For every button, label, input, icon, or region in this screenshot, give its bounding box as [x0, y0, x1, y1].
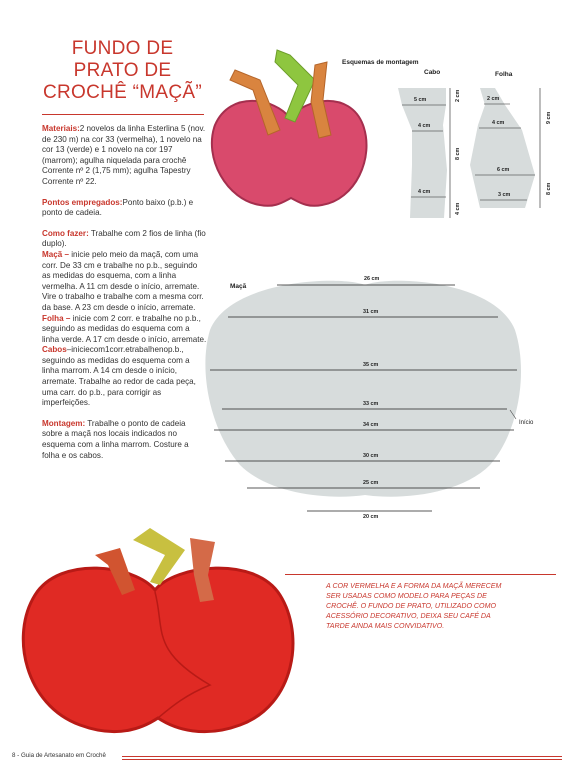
- title-line: CROCHÊ “MAÇÃ”: [42, 82, 203, 103]
- stem-dim-label: 4 cm: [418, 189, 431, 195]
- leaf-dim-label: 6 cm: [497, 167, 510, 173]
- stem-schema-label: Cabo: [424, 69, 441, 76]
- leaf-heading: Folha –: [42, 313, 71, 323]
- materials-text: 2 novelos da linha Esterlina 5 (nov. de 230 m) na cor 33 (vermelha), 1 novelo na cor 13 (verde) e 1 novelo na cor 197 (marrom); agulha niquelada para crochê Corrente nº 2 (1,75 mm); agulha Tapestry Corrente nº 22.: [42, 124, 206, 186]
- stem-dim-label: 8 cm: [455, 147, 461, 160]
- howto-intro: Trabalhe com 2 fios de linha (fio duplo).: [42, 228, 206, 249]
- stem-dim-label: 4 cm: [418, 123, 431, 129]
- apple-heading: Maçã –: [42, 249, 69, 259]
- leaf-dim-label: 4 cm: [492, 120, 505, 126]
- apple-dim-label: 31 cm: [363, 309, 379, 315]
- caption-rule: [285, 574, 556, 575]
- assembly-heading: Montagem:: [42, 418, 86, 428]
- stem-dim-label: 5 cm: [414, 97, 427, 103]
- apple-dim-label: 34 cm: [363, 422, 379, 428]
- leaf-text: inicie com 2 corr. e trabalhe no p.b., seguindo as medidas do esquema com a linha verde. A 17 cm desde o início, arremate.: [42, 313, 207, 344]
- stem-heading: Cabos: [42, 345, 67, 355]
- leaf-dim-label: 8 cm: [546, 182, 552, 195]
- apple-dim-label: 35 cm: [363, 362, 379, 368]
- footer-rule: [122, 756, 562, 757]
- apple-text: inicie pelo meio da maçã, com uma corr. De 33 cm e trabalhe no p.b., seguindo as medidas do esquema, com a linha vermelha. A 11 cm desde o início, arremate. Vire o trabalho e trabalhe com a mesma corr. da base. A 23 cm desde o início, arremate.: [42, 249, 204, 312]
- leaf-dim-label: 2 cm: [487, 96, 500, 102]
- apple-dim-label: 26 cm: [364, 276, 380, 282]
- title-line: PRATO DE: [73, 60, 172, 81]
- stitches-text: Ponto baixo (p.b.) e ponto de cadeia.: [42, 197, 194, 218]
- materials-heading: Materiais:: [42, 124, 80, 133]
- apple-dim-label: 20 cm: [363, 514, 379, 520]
- howto-heading: Como fazer:: [42, 228, 89, 238]
- stem-schema-shape: [398, 88, 447, 218]
- apple-schema-label: Maçã: [230, 283, 247, 290]
- stitches-heading: Pontos empregados:: [42, 197, 123, 207]
- start-label: Início: [519, 420, 534, 426]
- stem-dim-label: 4 cm: [455, 202, 461, 215]
- photo-apple-body: [23, 568, 293, 732]
- page-footer: 8 - Guia de Artesanato em Crochê: [12, 752, 106, 759]
- apple-dim-label: 25 cm: [363, 480, 379, 486]
- leaf-dim-label: 9 cm: [546, 111, 552, 124]
- leaf-dim-label: 3 cm: [498, 192, 511, 198]
- title-line: FUNDO DE: [71, 38, 174, 59]
- crochet-apple-photo: [0, 520, 310, 750]
- apple-dim-label: 33 cm: [363, 401, 379, 407]
- assembly-text: Trabalhe o ponto de cadeia sobre a maçã nos locais indicados no esquema com a linha marrom. Costure a folha e os cabos.: [42, 418, 189, 460]
- apple-dim-label: 30 cm: [363, 453, 379, 459]
- leaf-schema-shape: [470, 88, 535, 208]
- photo-caption: A COR VERMELHA E A FORMA DA MAÇÃ MERECEM SER USADAS COMO MODELO PARA PEÇAS DE CROCHÊ. O FUNDO DE PRATO, UTILIZADO COMO ACESSÓRIO DECORATIVO, DEIXA SEU CAFÉ DA TARDE AINDA MAIS CONVIDATIVO.: [326, 582, 502, 630]
- footer-rule: [122, 759, 562, 760]
- stem-dim-label: 2 cm: [455, 89, 461, 102]
- leaf-schema-label: Folha: [495, 71, 513, 78]
- schemas-title: Esquemas de montagem: [342, 59, 419, 66]
- stem-text: –iniciecom1corr.etrabalhenop.b., seguindo as medidas do esquema com a linha marrom. A 14 cm desde o início, arremate. Trabalhe ao redor de cada peça, uma carr. do p.b., para corrigir as imperfeições.: [42, 345, 196, 408]
